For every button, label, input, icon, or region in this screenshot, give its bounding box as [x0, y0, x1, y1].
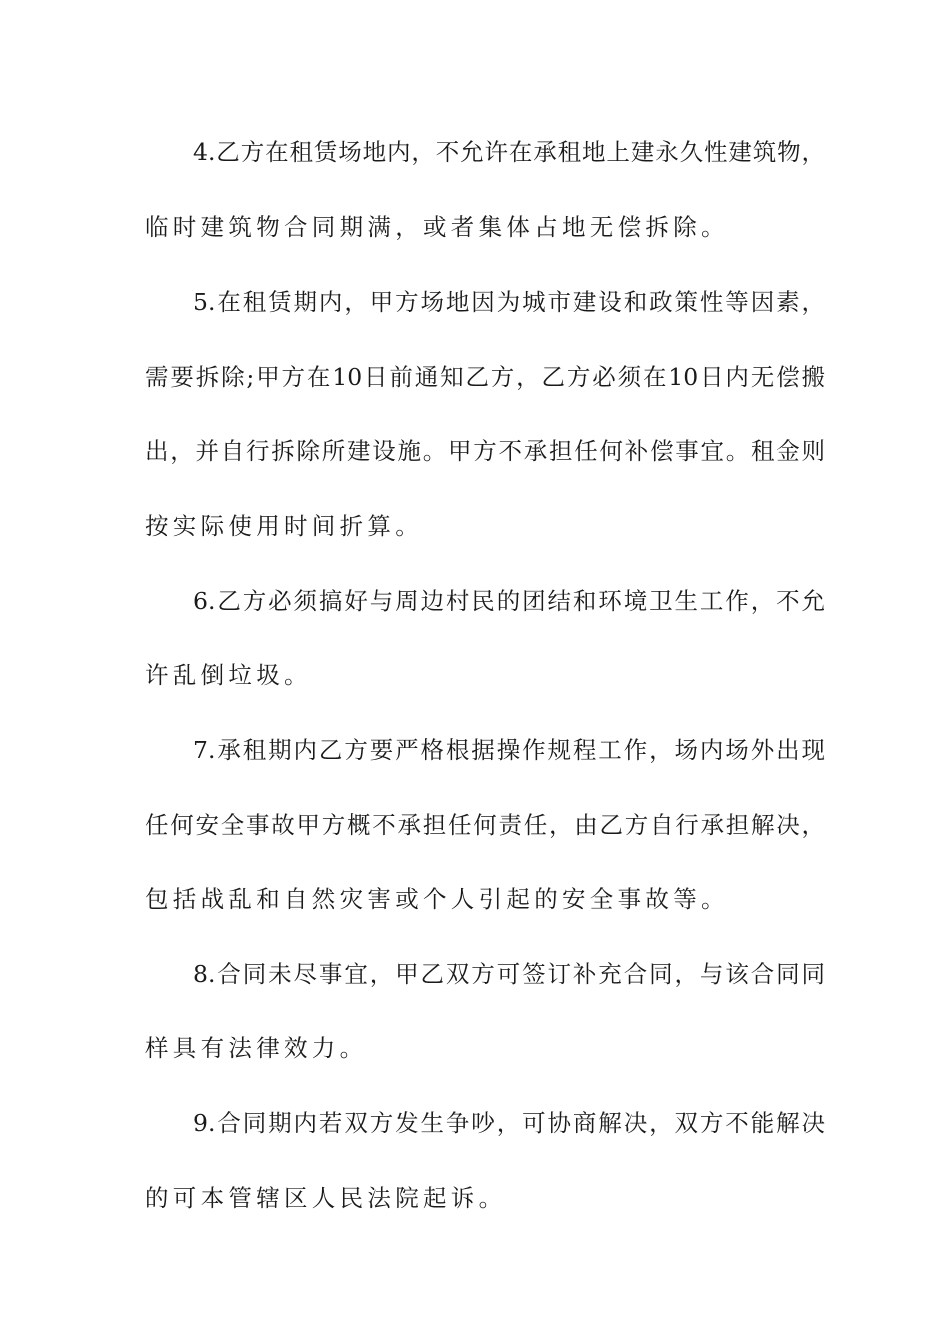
clause-6-line-2: 许乱倒垃圾。: [145, 661, 312, 689]
clause-8-line-1: 8.合同未尽事宜，甲乙双方可签订补充合同，与该合同同: [193, 960, 825, 988]
clause-9-line-1: 9.合同期内若双方发生争吵，可协商解决，双方不能解决: [193, 1109, 825, 1137]
clause-4-line-2: 临时建筑物合同期满，或者集体占地无偿拆除。: [145, 213, 729, 241]
clause-5-line-4: 按实际使用时间折算。: [145, 512, 423, 540]
clause-9-line-2: 的可本管辖区人民法院起诉。: [145, 1184, 507, 1212]
clause-8-line-2: 样具有法律效力。: [145, 1034, 368, 1062]
clause-7-line-1: 7.承租期内乙方要严格根据操作规程工作，场内场外出现: [193, 736, 825, 764]
clause-6-line-1: 6.乙方必须搞好与周边村民的团结和环境卫生工作，不允: [193, 587, 825, 615]
clause-5-line-3: 出，并自行拆除所建设施。甲方不承担任何补偿事宜。租金则: [145, 437, 825, 465]
clause-5-line-2: 需要拆除;甲方在10日前通知乙方，乙方必须在10日内无偿搬: [145, 363, 825, 391]
clause-4-line-1: 4.乙方在租赁场地内，不允许在承租地上建永久性建筑物，: [193, 138, 825, 166]
clause-7-line-3: 包括战乱和自然灾害或个人引起的安全事故等。: [145, 885, 729, 913]
clause-7-line-2: 任何安全事故甲方概不承担任何责任，由乙方自行承担解决，: [145, 811, 825, 839]
clause-5-line-1: 5.在租赁期内，甲方场地因为城市建设和政策性等因素，: [193, 288, 825, 316]
